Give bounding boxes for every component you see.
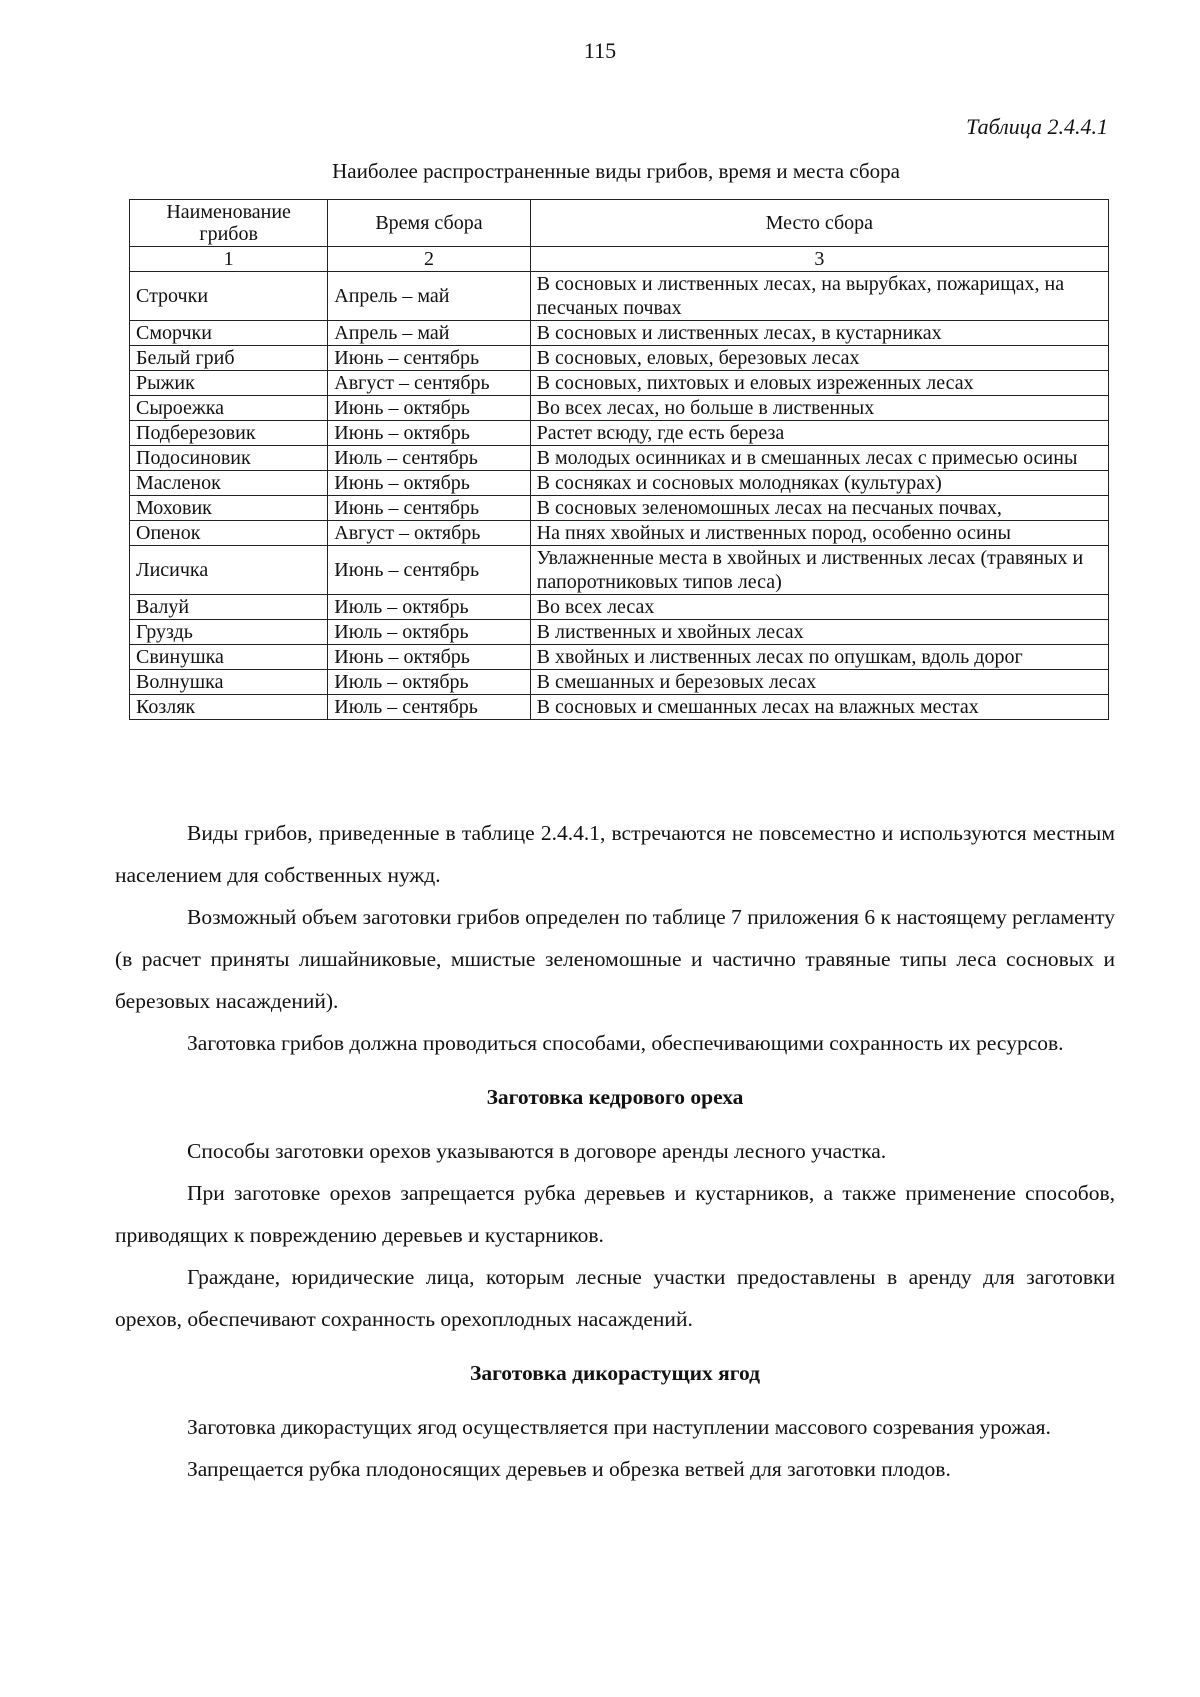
table-row [130,521,1109,546]
cell-place: В сосновых и лиственных лесах, в кустарниках [530,321,1108,346]
column-number: 2 [328,247,530,272]
table-row [130,396,1109,421]
cell-place: Растет всюду, где есть береза [530,421,1108,446]
cell-place: На пнях хвойных и лиственных пород, особенно осины [530,521,1108,546]
cell-place: В хвойных и лиственных лесах по опушкам, вдоль дорог [530,645,1108,670]
cell-place: В сосновых, еловых, березовых лесах [530,346,1108,371]
paragraph: Способы заготовки орехов указываются в договоре аренды лесного участка. [187,1139,887,1163]
header-place: Место сбора [530,200,1108,247]
table-row [130,595,1109,620]
cell-name: Сыроежка [130,396,328,421]
paragraph: Заготовка грибов должна проводиться способами, обеспечивающими сохранность их ресурсов. [187,1031,1064,1055]
table-title: Наиболее распространенные виды грибов, время и места сбора [332,159,900,183]
table-row [130,421,1109,446]
column-number-row [130,247,1109,272]
cell-name: Козляк [130,695,328,720]
table-row [130,695,1109,720]
cell-time: Июнь – сентябрь [328,546,530,595]
cell-time: Июль – октябрь [328,595,530,620]
table-row [130,471,1109,496]
cell-time: Июль – октябрь [328,670,530,695]
cell-name: Лисичка [130,546,328,595]
page-number: 115 [583,38,617,63]
cell-time: Июль – сентябрь [328,446,530,471]
cell-time: Июнь – октябрь [328,421,530,446]
cell-place: В сосновых и смешанных лесах на влажных местах [530,695,1108,720]
table-row [130,346,1109,371]
header-name: Наименование грибов [130,200,328,247]
cell-name: Свинушка [130,645,328,670]
cell-time: Апрель – май [328,272,530,321]
table-header-row [130,200,1109,247]
cell-place: В сосновых и лиственных лесах, на вырубках, пожарищах, на песчаных почвах [530,272,1108,321]
cell-name: Волнушка [130,670,328,695]
column-number: 1 [130,247,328,272]
cell-name: Масленок [130,471,328,496]
cell-time: Июнь – сентябрь [328,496,530,521]
cell-place: В смешанных и березовых лесах [530,670,1108,695]
cell-name: Подосиновик [130,446,328,471]
cell-name: Опенок [130,521,328,546]
cell-place: Во всех лесах [530,595,1108,620]
cell-time: Июнь – октябрь [328,471,530,496]
table-row [130,620,1109,645]
cell-place: В сосняках и сосновых молодняках (культурах) [530,471,1108,496]
cell-place: Во всех лесах, но больше в лиственных [530,396,1108,421]
table-row [130,546,1109,595]
cell-name: Валуй [130,595,328,620]
header-time: Время сбора [328,200,530,247]
cell-place: Увлажненные места в хвойных и лиственных лесах (травяных и папоротниковых типов леса) [530,546,1108,595]
section-heading: Заготовка кедрового ореха [486,1085,744,1109]
table-row [130,446,1109,471]
cell-name: Строчки [130,272,328,321]
cell-name: Рыжик [130,371,328,396]
table-row [130,645,1109,670]
mushroom-table [129,199,1109,720]
table-row [130,496,1109,521]
cell-time: Июнь – сентябрь [328,346,530,371]
column-number: 3 [530,247,1108,272]
cell-name: Моховик [130,496,328,521]
table-label: Таблица 2.4.4.1 [966,114,1108,139]
table-row [130,371,1109,396]
cell-name: Сморчки [130,321,328,346]
cell-name: Груздь [130,620,328,645]
table-body [130,272,1109,720]
paragraph: Заготовка дикорастущих ягод осуществляется при наступлении массового созревания урожая. [187,1415,1051,1439]
table-row [130,272,1109,321]
cell-time: Июнь – октябрь [328,645,530,670]
cell-time: Август – октябрь [328,521,530,546]
table-row [130,321,1109,346]
cell-time: Апрель – май [328,321,530,346]
cell-name: Подберезовик [130,421,328,446]
cell-place: В сосновых зеленомошных лесах на песчаных почвах, [530,496,1108,521]
cell-time: Июнь – октябрь [328,396,530,421]
paragraph: Виды грибов, приведенные в таблице 2.4.4.1, встречаются не повсеместно и используются местным населением для собственных нужд. [115,821,1115,887]
cell-place: В сосновых, пихтовых и еловых изреженных лесах [530,371,1108,396]
table-row [130,670,1109,695]
cell-place: В молодых осинниках и в смешанных лесах с примесью осины [530,446,1108,471]
cell-time: Июль – сентябрь [328,695,530,720]
paragraph: Запрещается рубка плодоносящих деревьев и обрезка ветвей для заготовки плодов. [187,1457,951,1481]
cell-time: Август – сентябрь [328,371,530,396]
cell-time: Июль – октябрь [328,620,530,645]
paragraph: Граждане, юридические лица, которым лесные участки предоставлены в аренду для заготовки орехов, обеспечивают сохранность орехоплодных насаждений. [115,1265,1115,1331]
cell-name: Белый гриб [130,346,328,371]
body-text [115,812,1115,1490]
paragraph: При заготовке орехов запрещается рубка деревьев и кустарников, а также применение способов, приводящих к повреждению деревьев и кустарников. [115,1181,1115,1247]
paragraph: Возможный объем заготовки грибов определен по таблице 7 приложения 6 к настоящему регламенту (в расчет приняты лишайниковые, мшистые зеленомошные и частично травяные типы леса сосновых и березовых насаждений). [115,905,1115,1013]
cell-place: В лиственных и хвойных лесах [530,620,1108,645]
section-heading: Заготовка дикорастущих ягод [469,1361,760,1385]
